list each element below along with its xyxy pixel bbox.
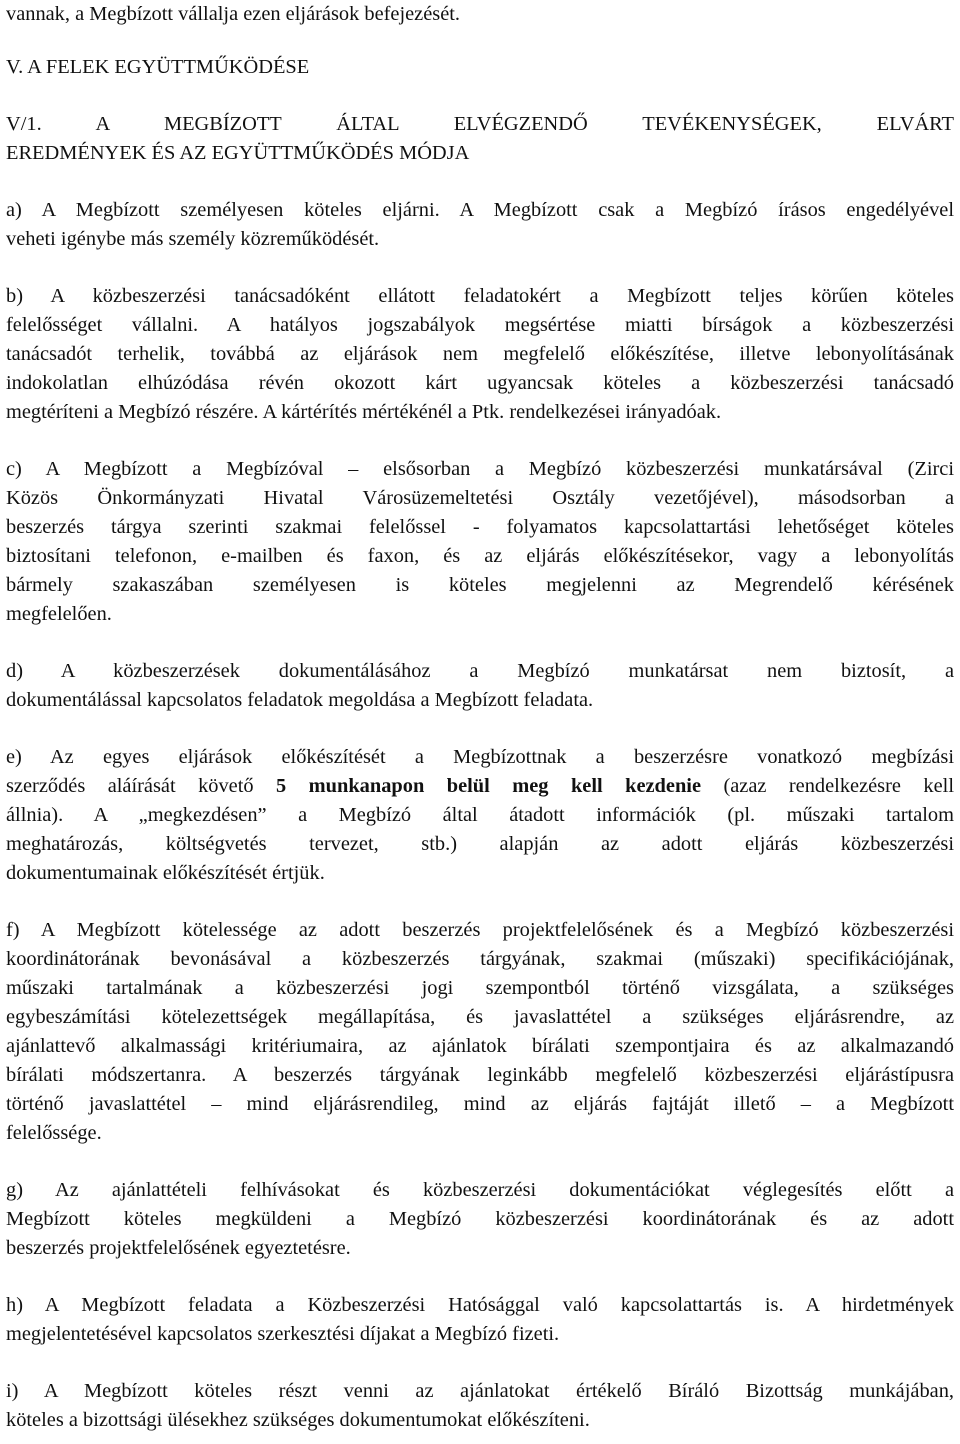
paragraph-line: f) A Megbízott kötelessége az adott beszerzés projektfelelősének és a Megbízó közbeszerzési (6, 919, 954, 941)
paragraph-line: műszaki tartalmának a közbeszerzési jogi szempontból történő vizsgálata, a szükséges (6, 977, 954, 999)
paragraph-line: h) A Megbízott feladata a Közbeszerzési Hatósággal való kapcsolattartás is. A hirdetmények (6, 1294, 954, 1316)
paragraph-i (6, 1377, 954, 1435)
paragraph-line: ajánlattevő alkalmassági kritériumaira, az ajánlatok bírálati szempontjaira és az alkalmazandó (6, 1035, 954, 1057)
paragraph-line: bármely szakaszában személyesen is köteles megjelenni az Megrendelő kérésének (6, 574, 954, 596)
paragraph-line: a) A Megbízott személyesen köteles eljárni. A Megbízott csak a Megbízó írásos engedélyével (6, 199, 954, 221)
paragraph-line (6, 772, 954, 801)
paragraph-line: történő javaslattétel – mind eljárásrendileg, mind az eljárás fajtáját illető – a Megbízott (6, 1093, 954, 1115)
subsection-title-line-1: V/1. A MEGBÍZOTT ÁLTAL ELVÉGZENDŐ TEVÉKENYSÉGEK, ELVÁRT (6, 113, 954, 135)
paragraph-line: e) Az egyes eljárások előkészítését a Megbízottnak a beszerzésre vonatkozó megbízási (6, 746, 954, 768)
paragraph-line: megtéríteni a Megbízó részére. A kártérítés mértékénél a Ptk. rendelkezései irányadóak. (6, 401, 722, 423)
paragraph-line: veheti igénybe más személy közreműködését. (6, 228, 380, 250)
top-line: vannak, a Megbízott vállalja ezen eljárások befejezését. (6, 3, 461, 25)
paragraph-line: Megbízott köteles megküldeni a Megbízó közbeszerzési koordinátorának és az adott (6, 1208, 954, 1230)
paragraph-text: szerződés aláírását követő (6, 775, 277, 797)
paragraph-b (6, 282, 954, 427)
paragraph-text: (azaz rendelkezésre kell (701, 775, 954, 797)
paragraph-e (6, 743, 954, 888)
paragraph-line: állnia). A „megkezdésen” a Megbízó által átadott információk (pl. műszaki tartalom (6, 804, 954, 826)
paragraph-c (6, 455, 954, 629)
paragraph-line: koordinátorának bevonásával a közbeszerzés tárgyának, szakmai (műszaki) specifikációjának, (6, 948, 954, 970)
paragraph-line: beszerzés tárgya szerinti szakmai felelőssel - folyamatos kapcsolattartási lehetőséget köteles (6, 516, 954, 538)
paragraph-line: dokumentumainak előkészítését értjük. (6, 862, 325, 884)
paragraph-line: megjelentetésével kapcsolatos szerkesztési díjakat a Megbízó fizeti. (6, 1323, 560, 1345)
paragraph-line: g) Az ajánlattételi felhívásokat és közbeszerzési dokumentációkat véglegesítés előtt a (6, 1179, 954, 1201)
paragraph-line: biztosítani telefonon, e-mailben és faxon, és az eljárás előkészítésekor, vagy a lebonyolítás (6, 545, 954, 567)
paragraph-line: i) A Megbízott köteles részt venni az ajánlatokat értékelő Bíráló Bizottság munkájában, (6, 1380, 954, 1402)
subsection-title-line-2: EREDMÉNYEK ÉS AZ EGYÜTTMŰKÖDÉS MÓDJA (6, 142, 470, 164)
paragraph-line: indokolatlan elhúzódása révén okozott kárt ugyancsak köteles a közbeszerzési tanácsadó (6, 372, 954, 394)
paragraph-f (6, 916, 954, 1148)
paragraph-line: tanácsadót terhelik, továbbá az eljárások nem megfelelő előkészítése, illetve lebonyolításának (6, 343, 954, 365)
paragraph-line: megfelelően. (6, 603, 112, 625)
deadline-emphasis: 5 munkanapon belül meg kell kezdenie (276, 775, 701, 797)
paragraph-line: b) A közbeszerzési tanácsadóként ellátott feladatokért a Megbízott teljes körűen köteles (6, 285, 954, 307)
paragraph-g (6, 1176, 954, 1263)
section-title: V. A FELEK EGYÜTTMŰKÖDÉSE (6, 56, 310, 78)
paragraph-line: meghatározás, költségvetés tervezet, stb.) alapján az adott eljárás közbeszerzési (6, 833, 954, 855)
paragraph-h (6, 1291, 954, 1349)
paragraph-line: köteles a bizottsági ülésekhez szükséges dokumentumokat előkészíteni. (6, 1409, 590, 1431)
paragraph-d (6, 657, 954, 715)
paragraph-line: dokumentálással kapcsolatos feladatok megoldása a Megbízott feladata. (6, 689, 594, 711)
paragraph-line: c) A Megbízott a Megbízóval – elsősorban a Megbízó közbeszerzési munkatársával (Zirci (6, 458, 954, 480)
paragraph-line: beszerzés projektfelelősének egyeztetésre. (6, 1237, 351, 1259)
paragraph-line: bírálati módszertanra. A beszerzés tárgyának leginkább megfelelő közbeszerzési eljárástípusra (6, 1064, 954, 1086)
paragraph-line: felelősséget vállalni. A hatályos jogszabályok megsértése miatti bírságok a közbeszerzési (6, 314, 954, 336)
document-page (6, 0, 954, 1435)
paragraph-line: d) A közbeszerzések dokumentálásához a Megbízó munkatársat nem biztosít, a (6, 660, 954, 682)
paragraph-line: egybeszámítási kötelezettségek megállapítása, és javaslattétel a szükséges eljárásrendre, az (6, 1006, 954, 1028)
paragraph-line: Közös Önkormányzati Hivatal Városüzemeltetési Osztály vezetőjével), másodsorban a (6, 487, 954, 509)
paragraph-a (6, 196, 954, 254)
paragraph-line: felelőssége. (6, 1122, 102, 1144)
